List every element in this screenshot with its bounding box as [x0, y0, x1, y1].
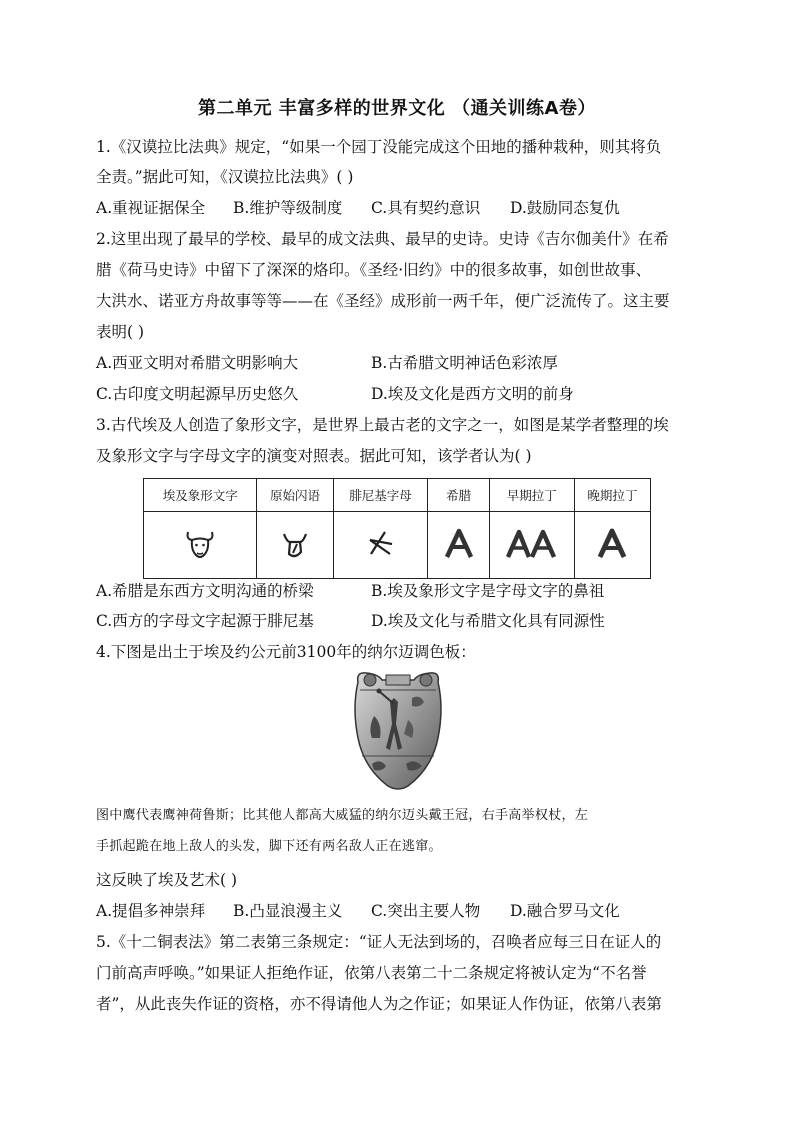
q1-stem-line-1: 1.《汉谟拉比法典》规定，“如果一个园丁没能完成这个田地的播种栽种，则其将负: [96, 138, 662, 156]
q4-option-c: C.突出主要人物: [371, 902, 481, 920]
q1-stem-line-2: 全责。”据此可知，《汉谟拉比法典》( ): [96, 168, 354, 186]
q3-stem-line-2: 及象形文字与字母文字的演变对照表。据此可知，该学者认为( ): [96, 447, 532, 465]
q4-option-a: A.提倡多神崇拜: [96, 902, 206, 920]
early-latin-a-glyph: [489, 512, 574, 579]
q1-option-a: A.重视证据保全: [96, 199, 206, 217]
header-early-latin: 早期拉丁: [489, 479, 574, 512]
phoenician-aleph-glyph: [333, 512, 428, 579]
q1-option-d: D.鼓励同态复仇: [510, 199, 620, 217]
header-late-latin: 晚期拉丁: [574, 479, 650, 512]
q4-caption-line-1: 图中鹰代表鹰神荷鲁斯；比其他人都高大威猛的纳尔迈头戴王冠，右手高举权杖，左: [96, 808, 589, 823]
q2-stem-line-3: 大洪水、诺亚方舟故事等等——在《圣经》成形前一两千年，便广泛流传了。这主要: [96, 292, 670, 310]
q5-stem-line-2: 门前高声呼唤。”如果证人拒绝作证，依第八表第二十二条规定将被认定为“不名誉: [96, 964, 647, 982]
q4-stem-line-2: 这反映了埃及艺术( ): [96, 871, 238, 889]
late-latin-a-glyph: [574, 512, 650, 579]
q3-option-d: D.埃及文化与希腊文化具有同源性: [371, 612, 605, 630]
q2-stem-line-1: 2.这里出现了最早的学校、最早的成文法典、最早的史诗。史诗《吉尔伽美什》在希: [96, 230, 669, 248]
page-title: 第二单元 丰富多样的世界文化 （通关训练A卷）: [198, 98, 596, 119]
q2-option-a: A.西亚文明对希腊文明影响大: [96, 354, 299, 372]
q3-option-c: C.西方的字母文字起源于腓尼基: [96, 612, 314, 630]
q3-stem-line-1: 3.古代埃及人创造了象形文字，是世界上最古老的文字之一，如图是某学者整理的埃: [96, 416, 669, 434]
q4-option-d: D.融合罗马文化: [510, 902, 620, 920]
q5-stem-line-3: 者”，从此丧失作证的资格，亦不得请他人为之作证；如果证人作伪证，依第八表第: [96, 995, 662, 1013]
alphabet-evolution-table: [143, 478, 651, 579]
narmer-palette-image: [346, 668, 450, 792]
header-egyptian-hieroglyph: 埃及象形文字: [144, 479, 257, 512]
q2-option-d: D.埃及文化是西方文明的前身: [371, 385, 574, 403]
q2-option-b: B.古希腊文明神话色彩浓厚: [371, 354, 558, 372]
greek-alpha-glyph: [428, 512, 489, 579]
q3-option-a: A.希腊是东西方文明沟通的桥梁: [96, 582, 314, 600]
header-phoenician: 腓尼基字母: [333, 479, 428, 512]
q5-stem-line-1: 5.《十二铜表法》第二表第三条规定：“证人无法到场的，召唤者应每三日在证人的: [96, 933, 662, 951]
header-greek: 希腊: [428, 479, 489, 512]
q2-stem-line-2: 腊《荷马史诗》中留下了深深的烙印。《圣经·旧约》中的很多故事，如创世故事、: [96, 261, 652, 279]
ox-head-hieroglyph-glyph: [144, 512, 257, 579]
q2-option-c: C.古印度文明起源早历史悠久: [96, 385, 299, 403]
q4-stem-line-1: 4.下图是出土于埃及约公元前3100年的纳尔迈调色板：: [96, 643, 476, 661]
q4-option-b: B.凸显浪漫主义: [233, 902, 343, 920]
q1-option-b: B.维护等级制度: [233, 199, 343, 217]
proto-semitic-glyph: [257, 512, 333, 579]
q2-stem-line-4: 表明( ): [96, 323, 145, 341]
q1-option-c: C.具有契约意识: [371, 199, 481, 217]
q4-caption-line-2: 手抓起跪在地上敌人的头发，脚下还有两名敌人正在逃窜。: [96, 839, 442, 854]
q3-option-b: B.埃及象形文字是字母文字的鼻祖: [371, 582, 605, 600]
header-proto-semitic: 原始闪语: [257, 479, 333, 512]
